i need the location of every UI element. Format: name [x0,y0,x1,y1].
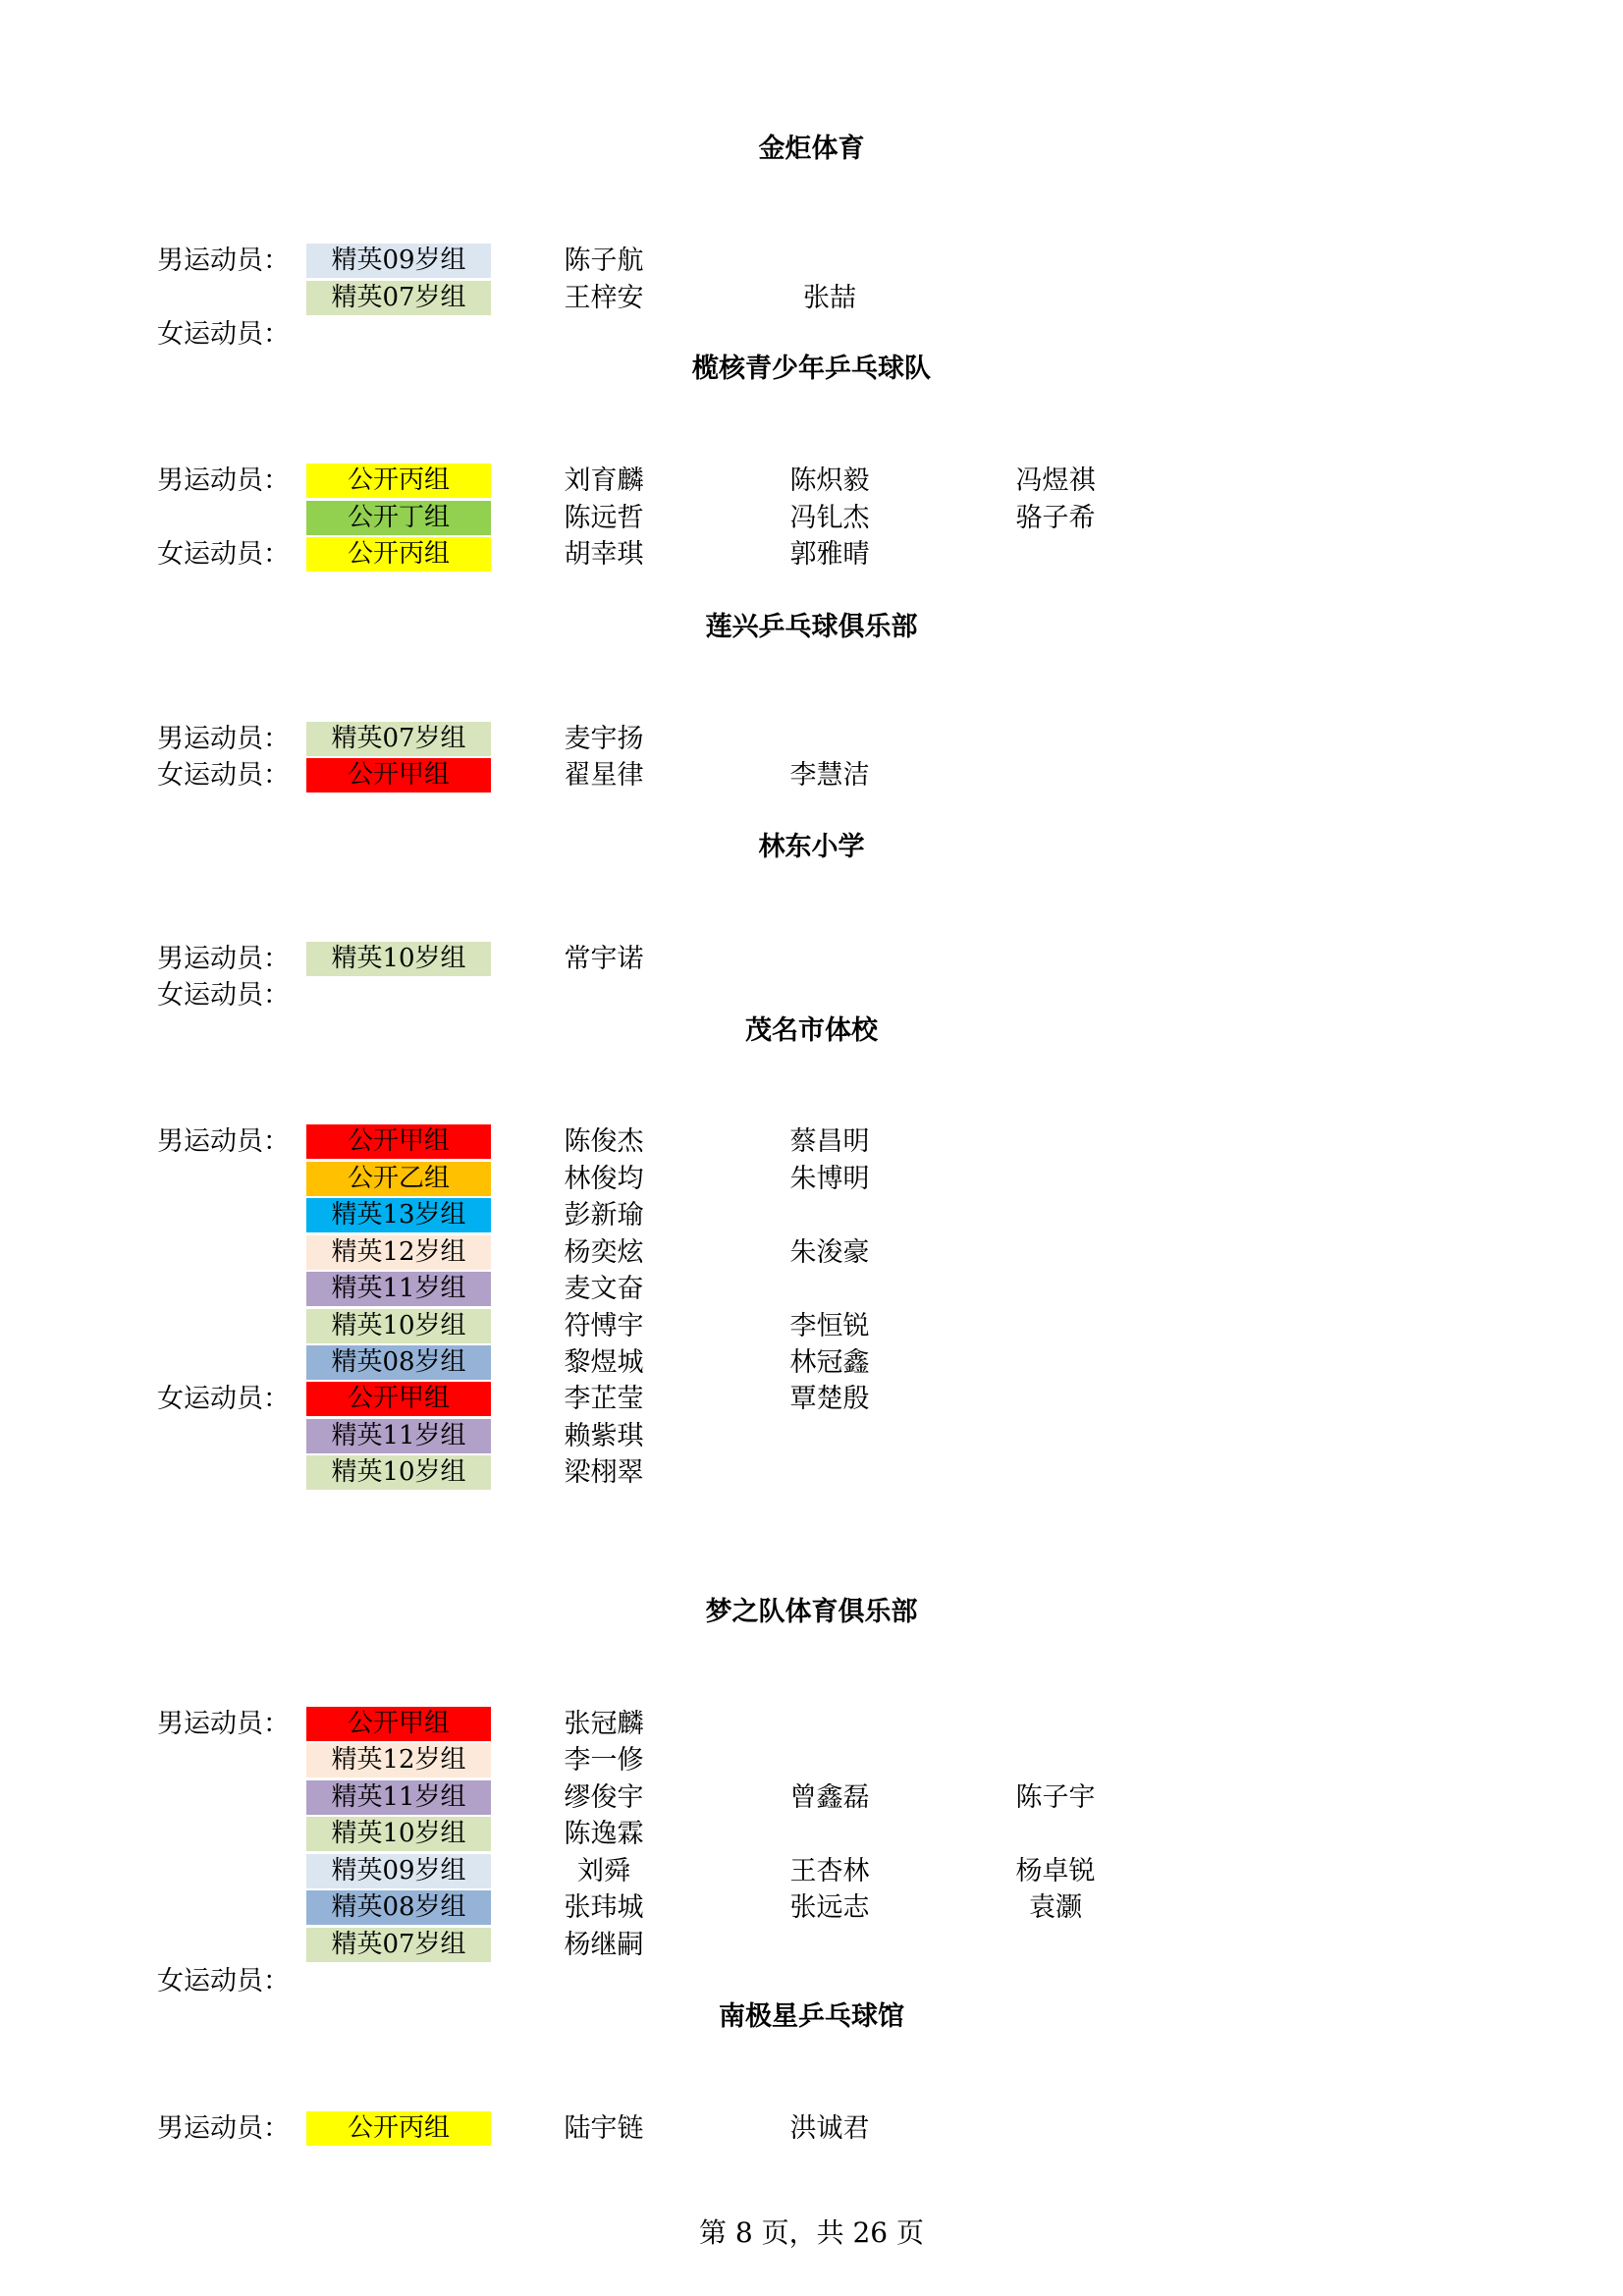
group-badge: 公开甲组 [306,1382,491,1416]
athlete-name: 麦文奋 [564,1274,644,1304]
group-badge: 精英08岁组 [306,1890,491,1925]
athlete-name: 蔡昌明 [789,1126,870,1157]
team-title: 莲兴乒乓球俱乐部 [705,612,918,642]
team-title: 榄核青少年乒乓球队 [692,354,931,384]
athlete-name: 胡幸琪 [564,539,644,570]
female-athletes-label: 女运动员： [157,1384,290,1414]
female-athletes-label: 女运动员： [157,980,290,1011]
athlete-name: 李恒锐 [789,1311,870,1341]
female-athletes-label: 女运动员： [157,760,290,791]
athlete-name: 彭新瑜 [564,1200,644,1230]
athlete-name: 赖紫琪 [564,1421,644,1451]
athlete-name: 刘舜 [577,1856,630,1886]
group-badge: 公开丁组 [306,501,491,535]
athlete-name: 陈逸霖 [564,1819,644,1849]
male-athletes-label: 男运动员： [157,246,290,276]
athlete-name: 覃楚殷 [789,1384,870,1414]
athlete-name: 王梓安 [564,283,644,313]
athlete-name: 杨继嗣 [564,1930,644,1960]
female-athletes-label: 女运动员： [157,319,290,350]
female-athletes-label: 女运动员： [157,539,290,570]
group-badge: 精英07岁组 [306,722,491,756]
athlete-name: 曾鑫磊 [789,1782,870,1813]
athlete-name: 杨卓锐 [1015,1856,1096,1886]
athlete-name: 张玮城 [564,1892,644,1923]
male-athletes-label: 男运动员： [157,944,290,974]
group-badge: 精英08岁组 [306,1345,491,1380]
group-badge: 公开甲组 [306,1124,491,1159]
athlete-name: 陈子宇 [1015,1782,1096,1813]
group-badge: 精英11岁组 [306,1419,491,1453]
group-badge: 公开乙组 [306,1162,491,1196]
athlete-name: 郭雅晴 [789,539,870,570]
athlete-name: 张远志 [789,1892,870,1923]
athlete-name: 李慧洁 [789,760,870,791]
athlete-name: 王杏林 [789,1856,870,1886]
team-title: 梦之队体育俱乐部 [705,1597,918,1627]
athlete-name: 陈炽毅 [789,465,870,496]
group-badge: 精英10岁组 [306,1817,491,1851]
male-athletes-label: 男运动员： [157,2113,290,2144]
group-badge: 精英10岁组 [306,942,491,976]
team-title: 林东小学 [758,832,865,862]
male-athletes-label: 男运动员： [157,1126,290,1157]
male-athletes-label: 男运动员： [157,465,290,496]
athlete-name: 符愽宇 [564,1311,644,1341]
athlete-name: 朱博明 [789,1164,870,1194]
group-badge: 精英09岁组 [306,1854,491,1888]
athlete-name: 骆子希 [1015,503,1096,533]
male-athletes-label: 男运动员： [157,724,290,754]
group-badge: 公开丙组 [306,537,491,572]
group-badge: 精英11岁组 [306,1780,491,1815]
athlete-name: 陈远哲 [564,503,644,533]
athlete-name: 陈俊杰 [564,1126,644,1157]
athlete-name: 林冠鑫 [789,1347,870,1378]
page-number: 第 8 页，共 26 页 [698,2216,925,2249]
group-badge: 精英13岁组 [306,1198,491,1232]
athlete-name: 洪诚君 [789,2113,870,2144]
group-badge: 精英10岁组 [306,1309,491,1343]
athlete-name: 李一修 [564,1745,644,1776]
athlete-name: 李芷莹 [564,1384,644,1414]
athlete-name: 缪俊宇 [564,1782,644,1813]
athlete-name: 陆宇链 [564,2113,644,2144]
athlete-name: 杨奕炫 [564,1237,644,1268]
athlete-name: 张冠麟 [564,1709,644,1739]
group-badge: 公开丙组 [306,2111,491,2146]
group-badge: 公开丙组 [306,464,491,498]
team-title: 金炬体育 [758,134,865,164]
group-badge: 精英12岁组 [306,1235,491,1270]
athlete-name: 翟星律 [564,760,644,791]
group-badge: 精英07岁组 [306,1928,491,1962]
athlete-name: 梁栩翠 [564,1457,644,1488]
female-athletes-label: 女运动员： [157,1966,290,1996]
athlete-name: 冯钆杰 [789,503,870,533]
athlete-name: 朱浚豪 [789,1237,870,1268]
male-athletes-label: 男运动员： [157,1709,290,1739]
athlete-name: 冯煜祺 [1015,465,1096,496]
group-badge: 公开甲组 [306,1707,491,1741]
group-badge: 精英09岁组 [306,244,491,278]
group-badge: 精英11岁组 [306,1272,491,1306]
athlete-name: 林俊均 [564,1164,644,1194]
athlete-name: 张喆 [803,283,856,313]
team-title: 茂名市体校 [745,1015,878,1046]
group-badge: 精英12岁组 [306,1743,491,1777]
athlete-name: 麦宇扬 [564,724,644,754]
athlete-name: 常宇诺 [564,944,644,974]
group-badge: 精英10岁组 [306,1455,491,1490]
group-badge: 精英07岁组 [306,281,491,315]
team-title: 南极星乒乓球馆 [719,2001,904,2032]
athlete-name: 陈子航 [564,246,644,276]
athlete-name: 袁灏 [1029,1892,1082,1923]
group-badge: 公开甲组 [306,758,491,793]
athlete-name: 刘育麟 [564,465,644,496]
athlete-name: 黎煜城 [564,1347,644,1378]
